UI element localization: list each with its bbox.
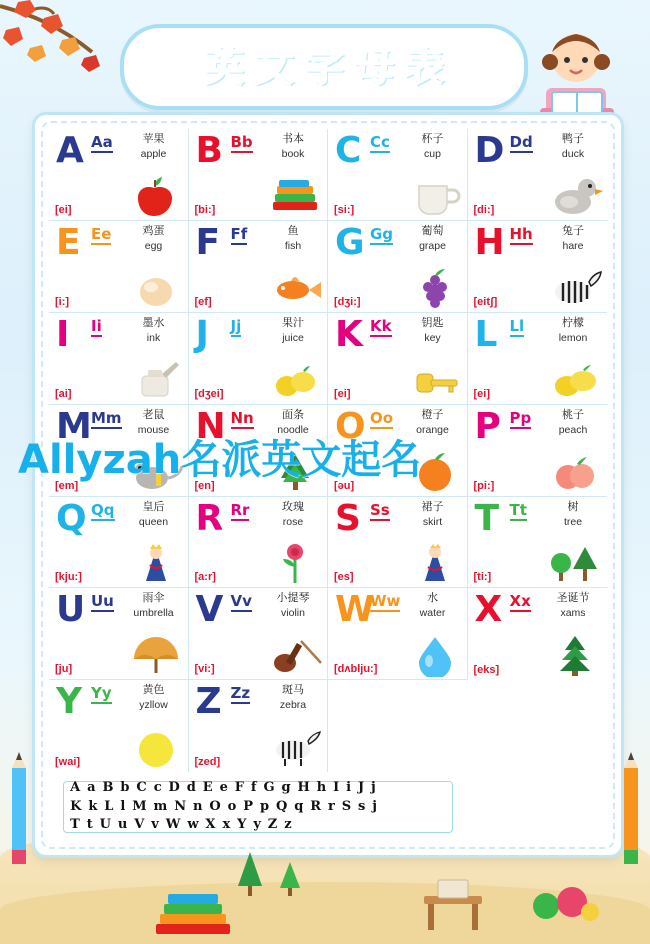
word-chinese: 苹果	[142, 132, 165, 145]
letter-uppercase: H	[474, 221, 505, 263]
word-chinese: 鱼	[287, 223, 299, 237]
letter-cell-m[interactable]	[49, 405, 189, 497]
bottom-books-icon	[150, 882, 240, 938]
word-english: zebra	[279, 699, 307, 712]
key-icon	[407, 358, 463, 402]
word-chinese: 钥匙	[421, 315, 444, 329]
umbrella-icon	[128, 633, 184, 677]
word-chinese: 小提琴	[276, 591, 310, 605]
letter-uppercase: A	[56, 130, 84, 171]
queen-icon	[128, 541, 184, 585]
letter-uppercase: W	[335, 589, 375, 631]
letter-uppercase: F	[195, 221, 221, 263]
letter-pair: Hh	[509, 224, 533, 243]
word-english: rose	[282, 515, 304, 528]
letter-pair: Ll	[509, 316, 525, 335]
letter-cell-s[interactable]	[328, 497, 468, 589]
letter-cell-t[interactable]	[468, 497, 608, 589]
phonetic: [ju]	[55, 663, 73, 676]
letter-pair: Cc	[370, 133, 390, 151]
water-drop-icon	[407, 633, 463, 677]
letter-pair: Kk	[370, 316, 392, 335]
letter-uppercase: L	[474, 313, 498, 355]
letter-cell-y[interactable]	[49, 680, 189, 772]
word-english: orange	[416, 423, 449, 436]
letter-pair: Rr	[230, 500, 250, 519]
letter-pair: Ii	[91, 316, 102, 335]
phonetic: [ei]	[473, 387, 490, 400]
phonetic: [eitʃ]	[473, 295, 498, 308]
letter-pair: Bb	[230, 133, 253, 151]
letter-pair: Nn	[230, 408, 254, 427]
letter-cell-e[interactable]	[49, 221, 189, 313]
alphabet-card-inner	[41, 121, 615, 849]
tree-icon	[267, 450, 323, 494]
word-english: yzllow	[139, 699, 168, 712]
word-chinese: 书本	[282, 132, 304, 145]
phonetic: [em]	[55, 479, 79, 492]
letter-uppercase: Y	[56, 681, 83, 723]
letter-uppercase: N	[195, 405, 226, 447]
word-english: water	[419, 607, 446, 620]
tree-icon	[547, 541, 603, 585]
title-char: 表	[404, 44, 444, 90]
letter-pair: Tt	[509, 500, 527, 519]
letter-uppercase: C	[335, 130, 362, 171]
duck-icon	[547, 174, 603, 218]
word-chinese: 橙子	[421, 407, 444, 421]
watermark-text: Allyzah名派英文起名	[18, 437, 422, 483]
skirt-icon	[407, 541, 463, 585]
phonetic: [ei]	[334, 387, 351, 400]
word-chinese: 黄色	[142, 683, 165, 697]
letter-uppercase: T	[474, 497, 500, 539]
word-chinese: 水	[427, 591, 438, 605]
letter-pair: Zz	[230, 684, 251, 703]
word-english: ink	[146, 331, 161, 344]
letter-cell-c[interactable]	[328, 129, 468, 221]
letter-uppercase: Z	[195, 681, 222, 723]
letter-pair: Aa	[91, 133, 113, 151]
phonetic: [zed]	[194, 756, 221, 769]
letter-pair: Mm	[91, 408, 122, 427]
word-chinese: 面条	[282, 407, 304, 421]
word-english: apple	[140, 148, 167, 160]
fish-icon	[267, 266, 323, 310]
letter-uppercase: J	[195, 313, 209, 355]
letter-pair: Ee	[91, 224, 112, 243]
letter-pair: Xx	[509, 592, 531, 611]
juice-icon	[267, 358, 323, 402]
word-chinese: 兔子	[562, 223, 584, 237]
alphabet-row: A a B b C c D d E e F f G g H h I i J j	[70, 780, 377, 796]
bottom-balls-icon	[530, 872, 600, 922]
word-english: cup	[424, 148, 441, 160]
violin-icon	[267, 633, 323, 677]
word-chinese: 斑马	[282, 683, 304, 697]
egg-icon	[128, 266, 184, 310]
word-chinese: 皇后	[142, 499, 165, 513]
letter-pair: Dd	[509, 133, 533, 151]
rose-icon	[267, 541, 323, 585]
word-chinese: 玫瑰	[282, 499, 304, 513]
letter-cell-k[interactable]	[328, 313, 468, 405]
word-english: egg	[144, 239, 163, 252]
alphabet-grid	[49, 129, 607, 841]
word-chinese: 墨水	[142, 315, 165, 329]
letter-cell-b[interactable]	[189, 129, 329, 221]
word-english: key	[424, 331, 441, 344]
word-english: skirt	[422, 515, 443, 528]
phonetic: [en]	[194, 479, 215, 492]
apple-icon	[128, 174, 184, 218]
pencil-right-icon	[618, 750, 644, 870]
phonetic: [i:]	[55, 295, 70, 308]
letter-cell-r[interactable]	[189, 497, 329, 589]
phonetic: [es]	[334, 571, 354, 584]
letter-cell-w[interactable]	[328, 588, 468, 680]
phonetic: [kju:]	[55, 571, 82, 584]
letter-pair: Ff	[230, 224, 248, 243]
phonetic: [ei]	[55, 203, 72, 216]
word-chinese: 圣诞节	[556, 591, 590, 605]
phonetic: [dʒi:]	[334, 295, 361, 308]
letter-pair: Oo	[370, 408, 394, 427]
letter-cell-x[interactable]	[468, 588, 608, 680]
alphabet-card	[32, 112, 624, 858]
word-english: xams	[560, 607, 586, 620]
alphabet-summary-cell	[49, 772, 468, 841]
letter-uppercase: V	[195, 589, 224, 631]
letter-cell-h[interactable]	[468, 221, 608, 313]
letter-pair: Ss	[370, 500, 390, 519]
letter-pair: Yy	[91, 684, 112, 703]
letter-cell-z[interactable]	[189, 680, 329, 772]
phonetic: [a:r]	[194, 571, 216, 584]
word-english: hare	[562, 239, 584, 252]
word-chinese: 老鼠	[142, 407, 165, 421]
alphabet-summary-box	[63, 781, 453, 833]
letter-cell-g[interactable]	[328, 221, 468, 313]
word-english: book	[281, 148, 305, 160]
lemon-icon	[547, 358, 603, 402]
letter-cell-j[interactable]	[189, 313, 329, 405]
bottom-desk-icon	[418, 874, 488, 934]
letter-pair: Jj	[230, 316, 242, 335]
phonetic: [dʒei]	[194, 387, 224, 400]
word-chinese: 桃子	[562, 407, 584, 421]
letter-cell-v[interactable]	[189, 588, 329, 680]
word-english: violin	[281, 607, 305, 620]
phonetic: [eks]	[473, 664, 500, 677]
word-english: fish	[284, 239, 302, 252]
phonetic: [si:]	[334, 203, 355, 216]
word-chinese: 鸭子	[562, 132, 584, 145]
letter-pair: Qq	[91, 500, 115, 519]
title-char: 文	[254, 44, 294, 90]
letter-uppercase: O	[335, 405, 366, 447]
letter-pair: Pp	[509, 408, 532, 427]
letter-cell-q[interactable]	[49, 497, 189, 589]
letter-cell-u[interactable]	[49, 588, 189, 680]
letter-cell-l[interactable]	[468, 313, 608, 405]
word-chinese: 树	[567, 499, 579, 513]
letter-uppercase: S	[335, 497, 361, 539]
word-english: mouse	[137, 423, 170, 436]
letter-pair: Uu	[91, 592, 114, 611]
letter-uppercase: R	[195, 497, 224, 539]
word-english: grape	[419, 239, 446, 252]
phonetic: [ǝu]	[334, 479, 355, 492]
word-english: umbrella	[133, 607, 174, 620]
phonetic: [bi:]	[194, 203, 216, 216]
letter-uppercase: P	[474, 405, 501, 447]
pencil-left-icon	[6, 750, 32, 870]
letter-pair: Ww	[370, 592, 401, 611]
alphabet-row: T t U u V v W w X x Y y Z z	[70, 816, 293, 832]
phonetic: [vi:]	[194, 663, 215, 676]
book-icon	[267, 174, 323, 218]
word-english: juice	[282, 331, 304, 344]
phonetic: [dʌblju:]	[334, 663, 378, 676]
phonetic: [di:]	[473, 203, 495, 216]
zebra-hare-icon	[547, 266, 603, 310]
word-chinese: 葡萄	[421, 223, 444, 237]
phonetic: [pi:]	[473, 479, 495, 492]
phonetic: [ai]	[55, 387, 72, 400]
grape-icon	[407, 266, 463, 310]
bottom-trees-icon	[228, 848, 318, 898]
letter-uppercase: I	[56, 313, 70, 355]
phonetic: [ef]	[194, 295, 212, 308]
word-english: lemon	[558, 331, 588, 344]
title-char: 字	[304, 44, 344, 90]
title-char: 母	[354, 44, 394, 90]
mouse-icon	[128, 450, 184, 494]
letter-pair: Vv	[230, 592, 252, 611]
letter-cell-a[interactable]	[49, 129, 189, 221]
peach-icon	[547, 450, 603, 494]
letter-uppercase: D	[474, 130, 505, 171]
poster-title	[120, 24, 520, 102]
word-chinese: 鸡蛋	[142, 223, 165, 237]
letter-uppercase: E	[56, 221, 81, 263]
letter-cell-d[interactable]	[468, 129, 608, 221]
letter-cell-f[interactable]	[189, 221, 329, 313]
letter-cell-o[interactable]	[328, 405, 468, 497]
zebra-icon	[267, 726, 323, 770]
phonetic: [wai]	[55, 756, 81, 769]
alphabet-row: K k L l M m N n O o P p Q q R r S s j	[70, 798, 379, 814]
word-chinese: 柠檬	[562, 315, 584, 329]
letter-uppercase: U	[56, 589, 86, 631]
christmas-tree-icon	[547, 634, 603, 678]
orange-icon	[407, 450, 463, 494]
letter-uppercase: K	[335, 313, 363, 355]
word-chinese: 裙子	[421, 499, 444, 513]
word-english: peach	[558, 423, 588, 436]
letter-uppercase: X	[474, 589, 503, 631]
word-chinese: 果汁	[282, 315, 304, 329]
letter-uppercase: G	[335, 221, 365, 263]
letter-uppercase: B	[195, 130, 223, 171]
letter-cell-i[interactable]	[49, 313, 189, 405]
letter-uppercase: M	[56, 405, 92, 447]
letter-cell-p[interactable]	[468, 405, 608, 497]
word-chinese: 雨伞	[142, 591, 165, 605]
letter-pair: Gg	[370, 224, 394, 243]
phonetic: [ti:]	[473, 571, 492, 584]
word-english: tree	[563, 515, 583, 528]
word-english: duck	[561, 148, 585, 160]
letter-cell-n[interactable]	[189, 405, 329, 497]
ink-icon	[128, 358, 184, 402]
title-char: 英	[204, 44, 244, 90]
word-chinese: 杯子	[421, 132, 444, 145]
word-english: queen	[138, 515, 169, 528]
cup-icon	[407, 174, 463, 218]
word-english: noodle	[277, 423, 309, 436]
letter-uppercase: Q	[56, 497, 87, 539]
yellow-circle-icon	[128, 726, 184, 770]
